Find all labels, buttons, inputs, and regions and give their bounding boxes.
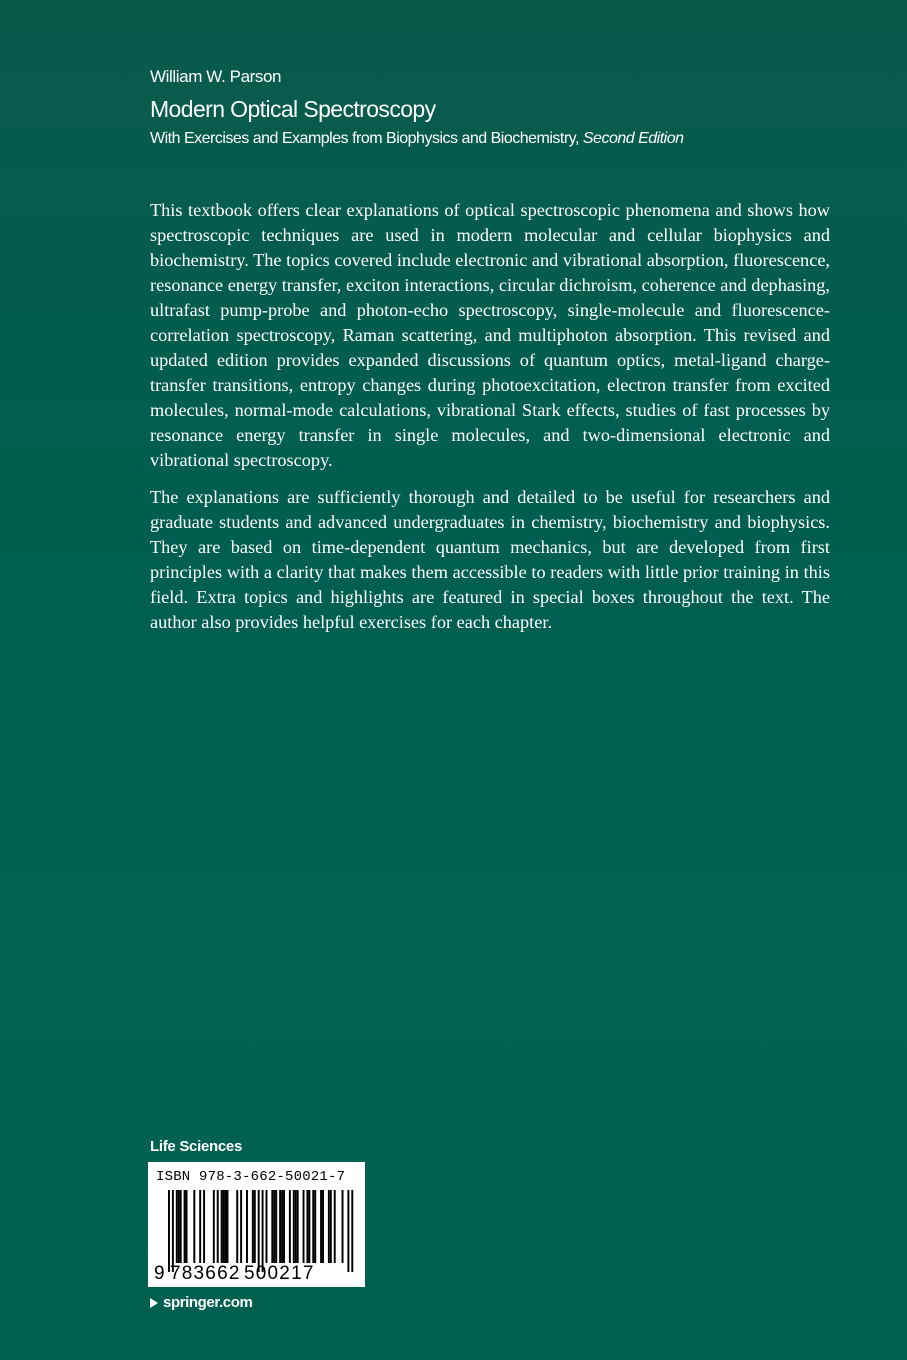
barcode-bar bbox=[176, 1190, 178, 1263]
barcode-bar bbox=[217, 1190, 219, 1263]
book-description bbox=[150, 198, 830, 647]
barcode-bar bbox=[266, 1190, 268, 1263]
ean-first-digit: 9 bbox=[154, 1263, 166, 1284]
barcode-bar bbox=[342, 1190, 344, 1263]
barcode-bar bbox=[283, 1190, 285, 1263]
isbn-label: ISBN 978-3-662-50021-7 bbox=[156, 1169, 346, 1185]
barcode-bar bbox=[254, 1190, 256, 1263]
barcode-bar bbox=[312, 1190, 314, 1263]
barcode-bar bbox=[308, 1190, 310, 1263]
barcode-bar bbox=[351, 1190, 353, 1272]
barcode-bar bbox=[180, 1190, 182, 1263]
ean-right-group: 500217 bbox=[244, 1263, 315, 1284]
isbn-barcode bbox=[148, 1162, 365, 1287]
barcode-bar bbox=[178, 1190, 180, 1263]
barcode-bar bbox=[289, 1190, 291, 1263]
barcode-bar bbox=[227, 1190, 229, 1263]
barcode-bar bbox=[297, 1190, 299, 1263]
book-title: Modern Optical Spectroscopy bbox=[150, 96, 436, 122]
barcode-bar bbox=[295, 1190, 297, 1263]
barcode-bar bbox=[193, 1190, 195, 1263]
barcode-bar bbox=[273, 1190, 275, 1263]
book-subtitle bbox=[150, 130, 684, 148]
barcode-bar bbox=[275, 1190, 277, 1263]
barcode-bar bbox=[306, 1190, 308, 1263]
subtitle-edition: Second Edition bbox=[582, 130, 684, 147]
barcode-bar bbox=[314, 1190, 316, 1263]
barcode-bar bbox=[303, 1190, 305, 1263]
barcode-bar bbox=[186, 1190, 188, 1263]
barcode-bar bbox=[258, 1190, 260, 1272]
barcode-bar bbox=[279, 1190, 281, 1263]
barcode-bar bbox=[330, 1190, 332, 1263]
subject-category: Life Sciences bbox=[150, 1138, 242, 1155]
publisher-website[interactable] bbox=[150, 1294, 252, 1311]
barcode-bar bbox=[240, 1190, 242, 1263]
barcode-bar bbox=[168, 1190, 170, 1272]
barcode-bar bbox=[246, 1190, 248, 1263]
barcode-bar bbox=[334, 1190, 336, 1263]
barcode-bar bbox=[223, 1190, 225, 1263]
arrow-right-icon bbox=[150, 1298, 158, 1308]
barcode-bar bbox=[328, 1190, 330, 1263]
ean-left-group: 783662 bbox=[170, 1263, 241, 1284]
barcode-bar bbox=[236, 1190, 238, 1263]
barcode-bar bbox=[252, 1190, 254, 1263]
barcode-bar bbox=[221, 1190, 223, 1263]
barcode-bar bbox=[281, 1190, 283, 1263]
barcode-bar bbox=[293, 1190, 295, 1263]
ean-digits bbox=[148, 1263, 365, 1285]
website-label: springer.com bbox=[163, 1294, 253, 1311]
barcode-bar bbox=[199, 1190, 201, 1263]
description-paragraph: The explanations are sufficiently thorough and detailed to be useful for researchers and graduate students and advanced undergraduates in chemistry, biochemistry and biophysics. They are based on time-dependent quantum mechanics, but are developed from first principles with a clarity that makes them accessible to readers with little prior training in this field. Extra topics and highlights are featured in special boxes throughout the text. The author also provides helpful exercises for each chapter. bbox=[150, 487, 830, 632]
barcode-bar bbox=[271, 1190, 273, 1263]
subtitle-main: With Exercises and Examples from Biophysics and Biochemistry, bbox=[150, 130, 583, 147]
author-name: William W. Parson bbox=[150, 67, 282, 86]
description-paragraph: This textbook offers clear explanations of optical spectroscopic phenomena and shows how spectroscopic techniques are used in modern molecular and cellular biophysics and biochemistry. The topics covered include electronic and vibrational absorption, fluorescence, resonance energy transfer, exciton interactions, circular dichroism, coherence and dephasing, ultrafast pump-probe and photon-echo spectroscopy, single-molecule and fluorescence-correlation spectroscopy, Raman scattering, and multiphoton absorption. This revised and updated edition provides expanded discussions of quantum optics, metal-ligand charge-transfer transitions, entropy changes during photoexcitation, electron transfer from excited molecules, normal-mode calculations, vibrational Stark effects, studies of fast processes by resonance energy transfer in single molecules, and two-dimensional electronic and vibrational spectroscopy. bbox=[150, 200, 830, 470]
barcode-bar bbox=[213, 1190, 215, 1263]
barcode-bar bbox=[184, 1190, 186, 1263]
barcode-bar bbox=[225, 1190, 227, 1263]
barcode-bar bbox=[203, 1190, 205, 1263]
barcode-bar bbox=[347, 1190, 349, 1272]
barcode-bar bbox=[262, 1190, 264, 1272]
barcode-bar bbox=[320, 1190, 322, 1263]
barcode-bar bbox=[172, 1190, 174, 1272]
barcode-bar bbox=[322, 1190, 324, 1263]
